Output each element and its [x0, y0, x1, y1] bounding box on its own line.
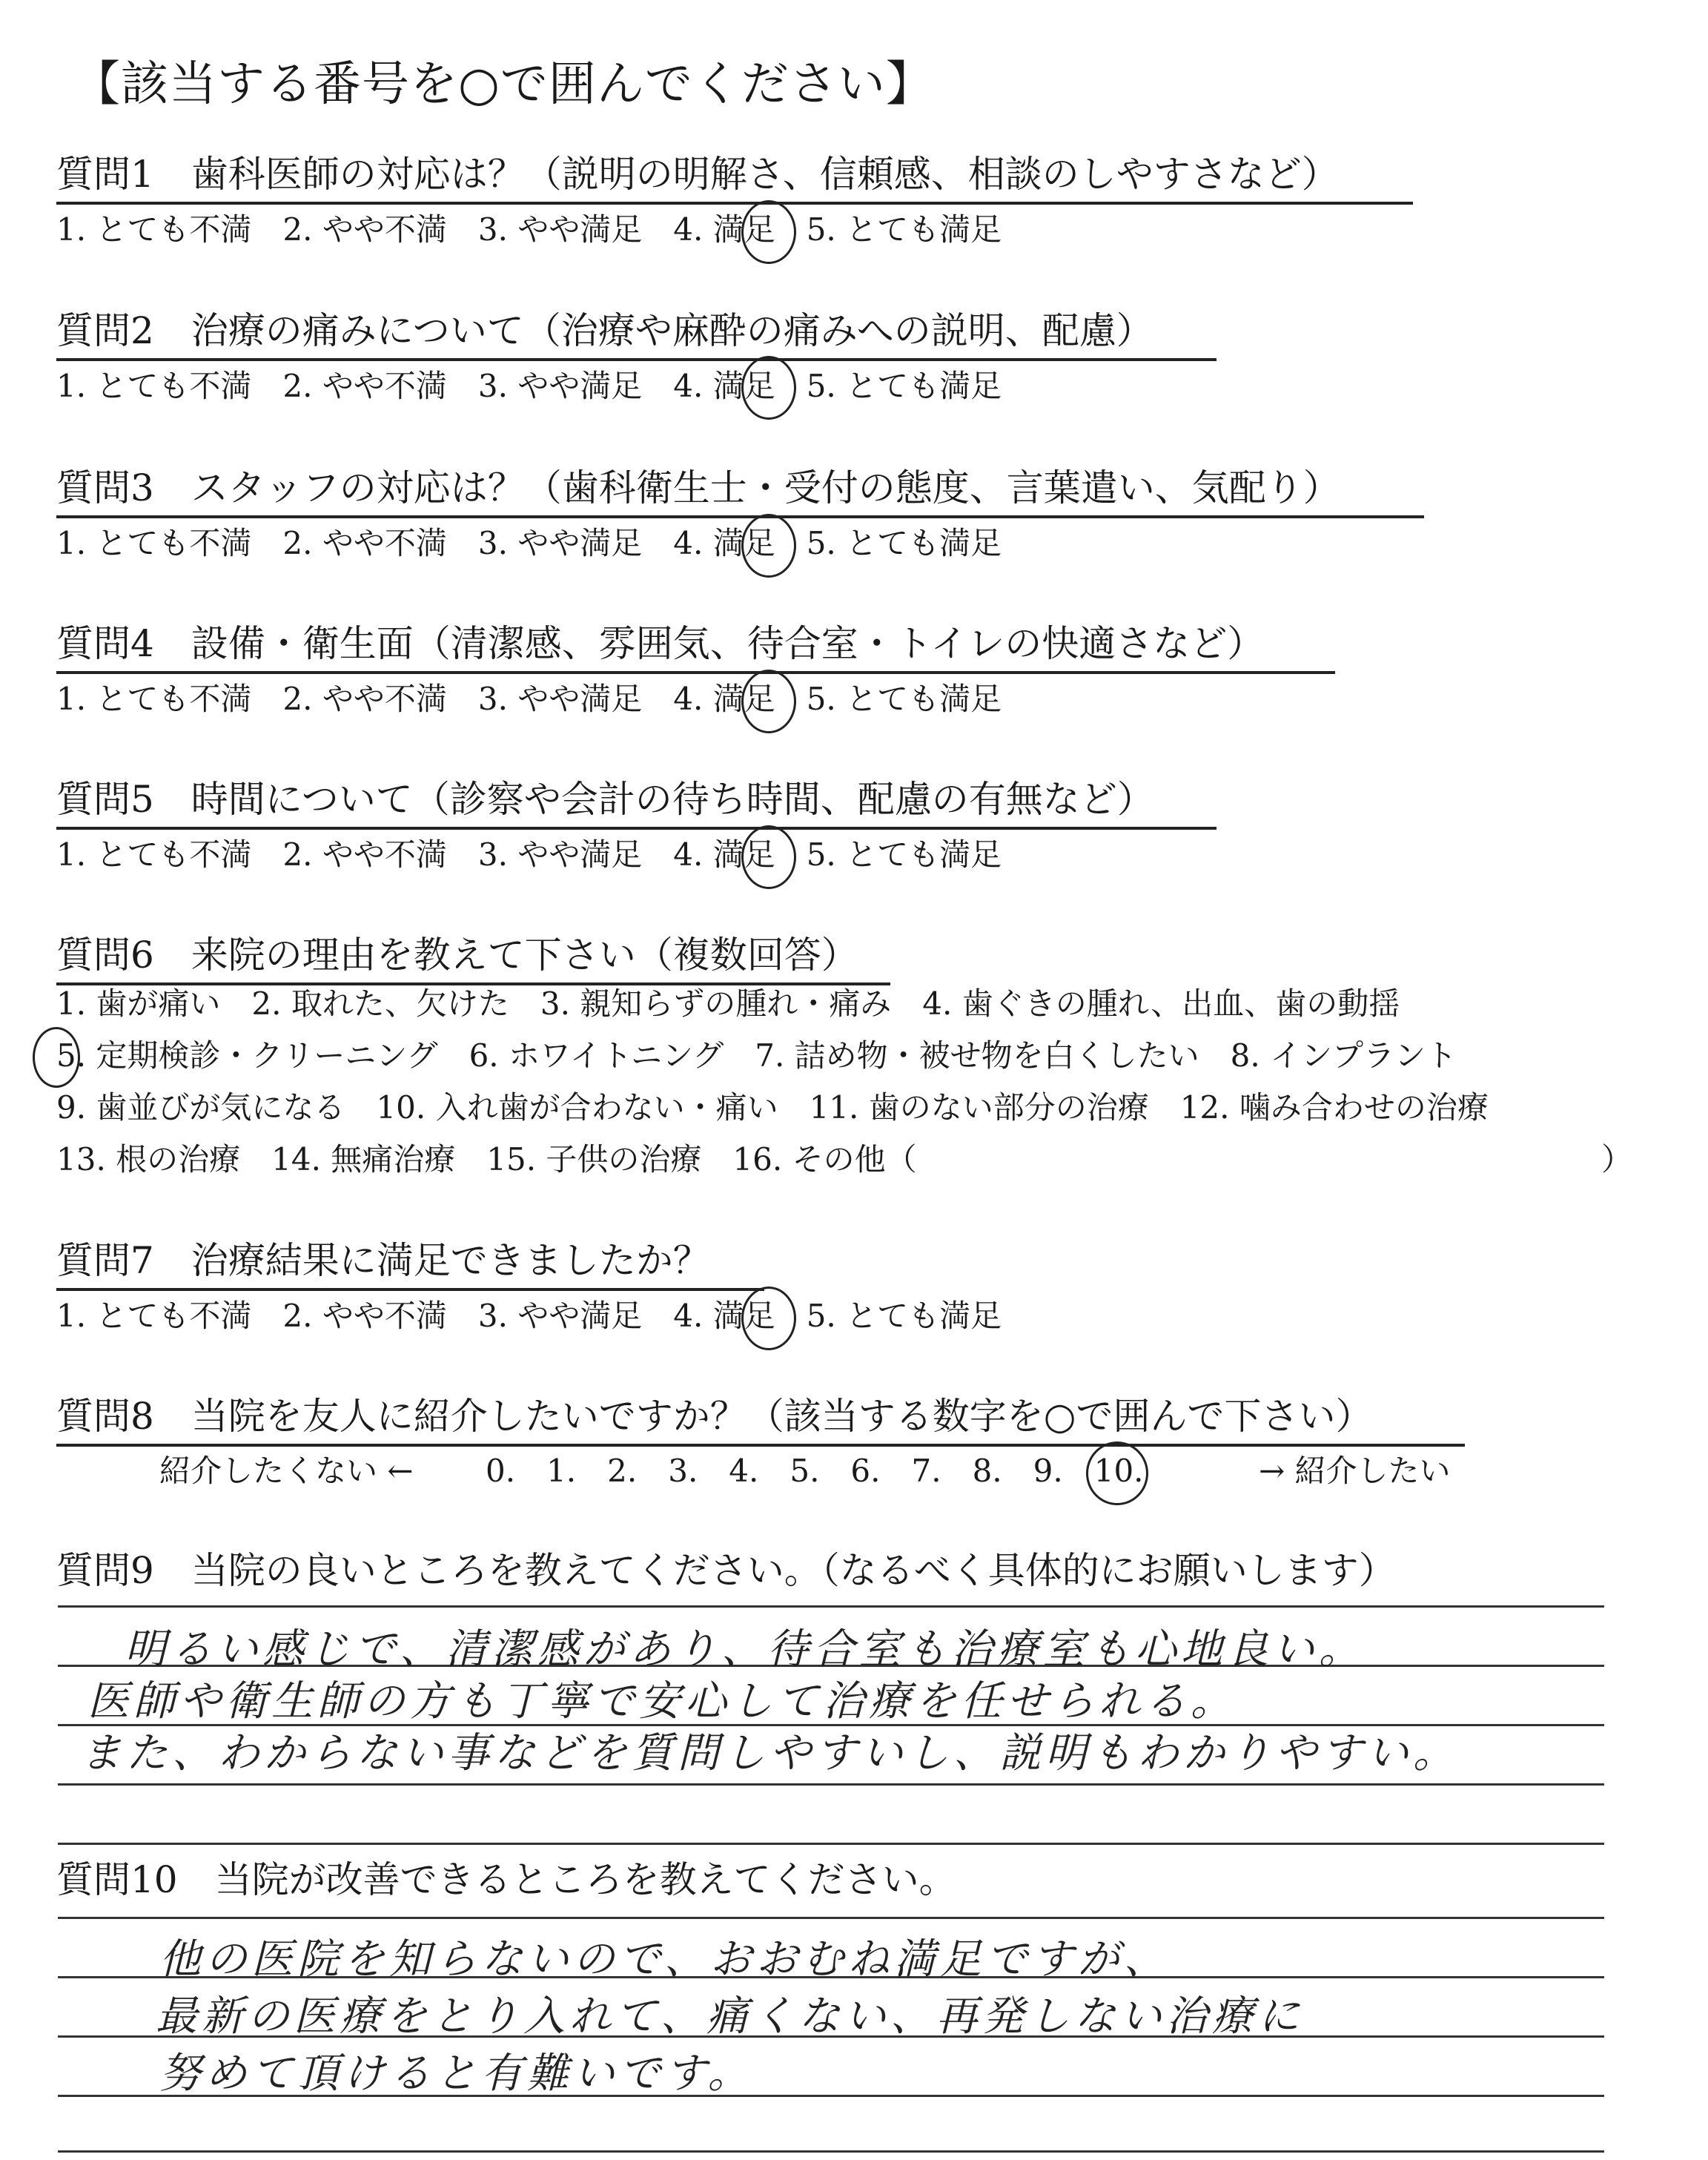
- question-4-selection-circle: [741, 670, 796, 733]
- question-10-heading: 質問10 当院が改善できるところを教えてください。: [56, 1858, 956, 1901]
- question-3-selection-circle: [741, 514, 796, 578]
- question-6-other-blank[interactable]: [1023, 1135, 1594, 1172]
- question-9-answer-line-5: [58, 1843, 1604, 1845]
- question-5-heading: 質問5 時間について（診察や会計の待ち時間、配慮の有無など）: [56, 778, 1154, 821]
- question-1-selection-circle: [741, 200, 796, 264]
- question-7-selection-circle: [741, 1287, 796, 1350]
- question-7-heading: 質問7 治療結果に満足できましたか？: [56, 1239, 710, 1282]
- question-9-answer-line-1: [58, 1605, 1604, 1608]
- question-10-answer-line-1: [58, 1917, 1604, 1919]
- question-3-options: 1. とても不満 2. やや不満 3. やや満足 4. 満足 5. とても満足: [56, 525, 1002, 561]
- question-8-heading: 質問8 当院を友人に紹介したいですか？（該当する数字を○で囲んで下さい）: [56, 1395, 1373, 1438]
- question-10-answer-line-5: [58, 2150, 1604, 2153]
- question-6-other-close-paren: ）: [1601, 1141, 1633, 1178]
- question-2-underline: [56, 358, 1217, 361]
- question-7-options: 1. とても不満 2. やや不満 3. やや満足 4. 満足 5. とても満足: [56, 1298, 1002, 1334]
- question-9-answer-line-4: [58, 1783, 1604, 1786]
- question-7-underline: [56, 1288, 764, 1291]
- question-8-left-label: 紹介したくない ←: [159, 1453, 414, 1489]
- question-5-selection-circle: [741, 825, 796, 889]
- question-8-underline: [56, 1444, 1465, 1447]
- question-6-options-row-2: 5. 定期検診・クリーニング 6. ホワイトニング 7. 詰め物・被せ物を白くしたい 8. インプラント: [56, 1037, 1457, 1074]
- question-6-options-row-3: 9. 歯並びが気になる 10. 入れ歯が合わない・痛い 11. 歯のない部分の治療 12. 噛み合わせの治療: [56, 1089, 1489, 1126]
- question-1-underline: [56, 202, 1413, 205]
- question-4-heading: 質問4 設備・衛生面（清潔感、雰囲気、待合室・トイレの快適さなど）: [56, 622, 1265, 665]
- form-header: 【該当する番号を○で囲んでください】: [73, 57, 934, 112]
- question-4-options: 1. とても不満 2. やや不満 3. やや満足 4. 満足 5. とても満足: [56, 681, 1002, 717]
- question-10-handwritten-line-3: 努めて頂けると有難いです。: [159, 2050, 754, 2098]
- question-5-options: 1. とても不満 2. やや不満 3. やや満足 4. 満足 5. とても満足: [56, 836, 1002, 873]
- question-8-number-scale: 0. 1. 2. 3. 4. 5. 6. 7. 8. 9. 10.: [486, 1453, 1144, 1489]
- question-6-selection-circle: [33, 1027, 80, 1088]
- question-2-heading: 質問2 治療の痛みについて（治療や麻酔の痛みへの説明、配慮）: [56, 309, 1153, 352]
- question-9-handwritten-line-2: 医師や衛生師の方も丁寧で安心して治療を任せられる。: [87, 1677, 1237, 1725]
- question-1-options: 1. とても不満 2. やや不満 3. やや満足 4. 満足 5. とても満足: [56, 211, 1002, 248]
- question-9-handwritten-line-3: また、わからない事などを質問しやすいし、説明もわかりやすい。: [80, 1729, 1459, 1777]
- question-2-selection-circle: [741, 356, 796, 420]
- question-5-underline: [56, 827, 1217, 830]
- question-2-options: 1. とても不満 2. やや不満 3. やや満足 4. 満足 5. とても満足: [56, 368, 1002, 404]
- question-9-handwritten-line-1: 明るい感じで、清潔感があり、待合室も治療室も心地良い。: [125, 1625, 1365, 1674]
- question-6-heading: 質問6 来院の理由を教えて下さい（複数回答）: [56, 934, 858, 977]
- question-3-underline: [56, 515, 1424, 518]
- question-8-right-label: → 紹介したい: [1259, 1453, 1451, 1489]
- question-8-selection-circle: [1086, 1441, 1148, 1505]
- question-9-heading: 質問9 当院の良いところを教えてください。（なるべく具体的にお願いします）: [56, 1549, 1396, 1592]
- question-6-options-row-1: 1. 歯が痛い 2. 取れた、欠けた 3. 親知らずの腫れ・痛み 4. 歯ぐきの腫れ、出血、歯の動揺: [56, 985, 1400, 1022]
- question-1-heading: 質問1 歯科医師の対応は？（説明の明解さ、信頼感、相談のしやすさなど）: [56, 153, 1339, 196]
- question-6-options-row-4: 13. 根の治療 14. 無痛治療 15. 子供の治療 16. その他（: [56, 1141, 917, 1178]
- question-4-underline: [56, 671, 1335, 674]
- question-10-handwritten-line-1: 他の医院を知らないので、おおむね満足ですが、: [159, 1935, 1170, 1984]
- question-3-heading: 質問3 スタッフの対応は？（歯科衛生士・受付の態度、言葉遣い、気配り）: [56, 466, 1340, 509]
- question-10-handwritten-line-2: 最新の医療をとり入れて、痛くない、再発しない治療に: [156, 1992, 1304, 2041]
